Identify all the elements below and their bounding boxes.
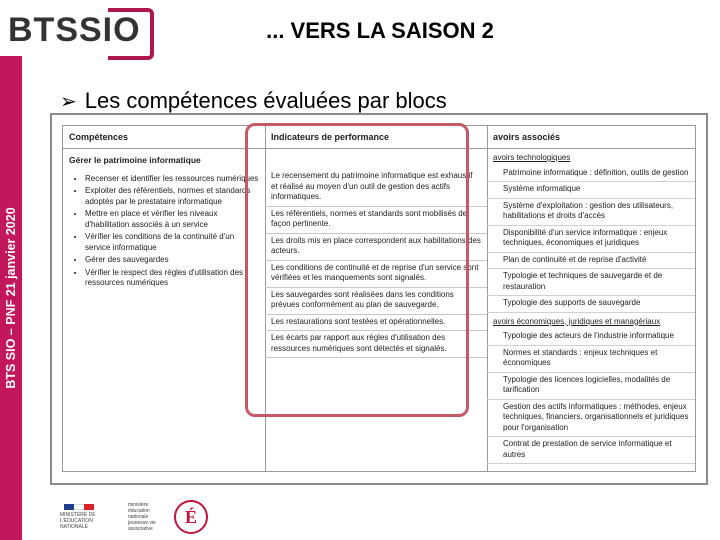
side-band [0,56,22,540]
slide-title: ... VERS LA SAISON 2 [266,18,494,43]
list-item: Le recensement du patrimoine informatique est exhaustif et réalisé au moyen d'un outil de gestion des actifs informatiques. [265,169,487,207]
edu-caption: ministère éducation nationale jeunesse vie associative [128,502,156,532]
list-item: Contrat de prestation de service informatique et autres [487,437,695,464]
arrow-bullet-icon: ➢ [60,90,77,113]
list-item: • Exploiter des référentiels, normes et standards adoptés par le prestataire informatique [85,186,261,207]
competences-list [63,174,265,289]
ministry-caption: MINISTÈRE DE L'ÉDUCATION NATIONALE [60,512,96,530]
col-header-savoirs: avoirs associés [487,126,695,149]
logo-sio-text: SIO [79,10,141,49]
section-bullet [60,88,447,114]
list-item: Normes et standards : enjeux techniques et économiques [487,346,695,373]
list-item: • Vérifier le respect des règles d'utilisation des ressources numériques [85,268,261,289]
french-flag-icon [64,504,94,510]
list-item: Les conditions de continuité et de reprise d'un service sont vérifiées et les manquements sont signalés. [265,261,487,288]
list-item: • Gérer des sauvegardes [85,255,261,266]
list-item: Typologie des acteurs de l'industrie informatique [487,329,695,346]
list-item: Les référentiels, normes et standards sont mobilisés de façon pertinente. [265,207,487,234]
list-item: Patrimoine informatique : définition, outils de gestion [487,166,695,183]
competences-group-title: Gérer le patrimoine informatique [69,155,201,165]
education-nationale-logo [128,500,208,534]
list-item: Les sauvegardes sont réalisées dans les conditions prévues conformément au plan de sauvegarde. [265,288,487,315]
side-band-text: BTS SIO – PNF 21 janvier 2020 [4,207,18,389]
col-header-competences: Compétences [63,126,265,149]
list-item: Plan de continuité et de reprise d'activité [487,253,695,270]
list-item: Les droits mis en place correspondent aux habilitations des acteurs. [265,234,487,261]
col-header-indicateurs: Indicateurs de performance [265,126,487,149]
col-savoirs [487,126,695,471]
list-item: • Recenser et identifier les ressources numériques [85,174,261,185]
col-competences [63,126,266,471]
list-item: Les écarts par rapport aux règles d'utilisation des ressources numériques sont détectés et signalés. [265,331,487,358]
list-item: Système informatique [487,182,695,199]
list-item: • Vérifier les conditions de la continuité d'un service informatique [85,232,261,253]
indicateurs-highlight-frame [245,123,469,417]
list-item: Typologie des supports de sauvegarde [487,296,695,313]
footer-logos [60,500,208,534]
edu-letter-icon: É [174,500,208,534]
list-item: Système d'exploitation : gestion des utilisateurs, habilitations et droits d'accès [487,199,695,226]
list-item: Disponibilité d'un service informatique : enjeux techniques, économiques et juridiques [487,226,695,253]
list-item: Les restaurations sont testées et opérationnelles. [265,315,487,332]
savoirs-group-title: avoirs technologiques [493,153,571,162]
list-item: Typologie et techniques de sauvegarde et de restauration [487,269,695,296]
section-bullet-text: Les compétences évaluées par blocs [84,88,447,113]
logo-bts-text: BTS [8,10,79,49]
list-item: Typologie des licences logicielles, modalités de tarification [487,373,695,400]
republique-francaise-logo [60,504,98,530]
list-item: • Mettre en place et vérifier les niveaux d'habilitation associés à un service [85,209,261,230]
savoirs-group-title: avoirs économiques, juridiques et managériaux [493,316,661,326]
list-item: Gestion des actifs informatiques : méthodes, enjeux techniques, financiers, organisationnels et juridiques pour l'organisation [487,400,695,438]
